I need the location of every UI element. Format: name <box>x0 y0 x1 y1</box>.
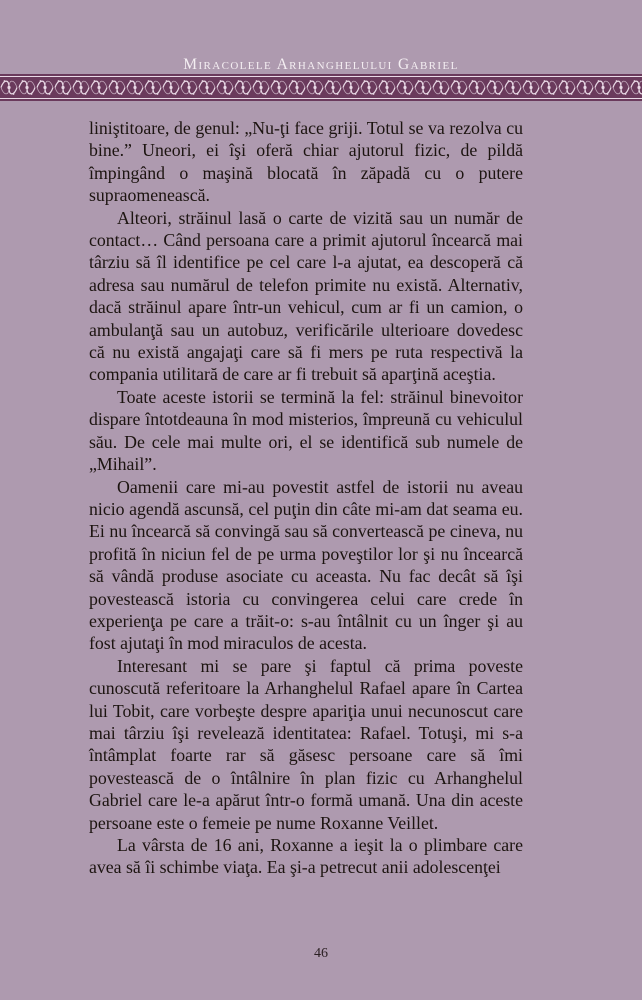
paragraph-3: Toate aceste istorii se termină la fel: străinul binevoitor dispare întotdeauna în mod misterios, împreună cu vehiculul său. De cele mai multe ori, el se identifică sub numele de „Mihail”. <box>89 386 523 475</box>
running-header-title: Miracolele Arhanghelului Gabriel <box>183 56 459 73</box>
paragraph-1: liniştitoare, de genul: „Nu-ţi face griji. Totul se va rezolva cu bine.” Uneori, ei îşi oferă chiar ajutorul fizic, de pildă împingând o maşină blocată în zăpadă cu o putere supraomenească. <box>89 118 523 206</box>
paragraph-4: Oamenii care mi-au povestit astfel de istorii nu aveau nicio agendă ascunsă, cel puţin din câte mi-am dat seama eu. Ei nu încearcă să convingă sau să convertească pe cineva, nu profită în niciun fel de pe urma poveştilor lor şi nu încearcă să vândă produse asociate cu aceasta. Nu fac decât să îşi povestească istoria cu convingerea celui care crede în experienţa pe care a trăit-o: s-au întâlnit cu un înger şi au fost ajutaţi în mod miraculos de acesta. <box>89 476 523 654</box>
body-text <box>89 117 523 879</box>
paragraph-5: Interesant mi se pare şi faptul că prima poveste cunoscută referitoare la Arhanghelul Rafael apare în Cartea lui Tobit, care vorbeşte despre apariţia unui necunoscut care mai târziu îşi revelează identitatea: Rafael. Totuşi, mi s-a întâmplat foarte rar să găsesc persoane care să îmi povestească de o întâlnire în plan fizic cu Arhanghelul Gabriel care le-a apărut într-o formă umană. Una din aceste persoane este o femeie pe nume Roxanne Veillet. <box>89 655 523 833</box>
decorative-ornament-band <box>0 74 642 101</box>
page-number: 46 <box>314 946 328 961</box>
paragraph-2: Alteori, străinul lasă o carte de vizită sau un număr de contact… Când persoana care a primit ajutorul încearcă mai târziu să îl identifice pe cel care l-a ajutat, ea descoperă că adresa sau numărul de telefon primite nu există. Alternativ, dacă străinul apare într-un vehicul, cum ar fi un camion, o ambulanţă sau un autobuz, verificările ulterioare dovedesc că nu există angajaţi care să fi mers pe ruta respectivă la compania utilitară de care ar fi trebuit să aparţină aceştia. <box>89 207 523 385</box>
paragraph-6: La vârsta de 16 ani, Roxanne a ieşit la o plimbare care avea să îi schimbe viaţa. Ea şi-a petrecut anii adolescenţei <box>89 835 523 878</box>
